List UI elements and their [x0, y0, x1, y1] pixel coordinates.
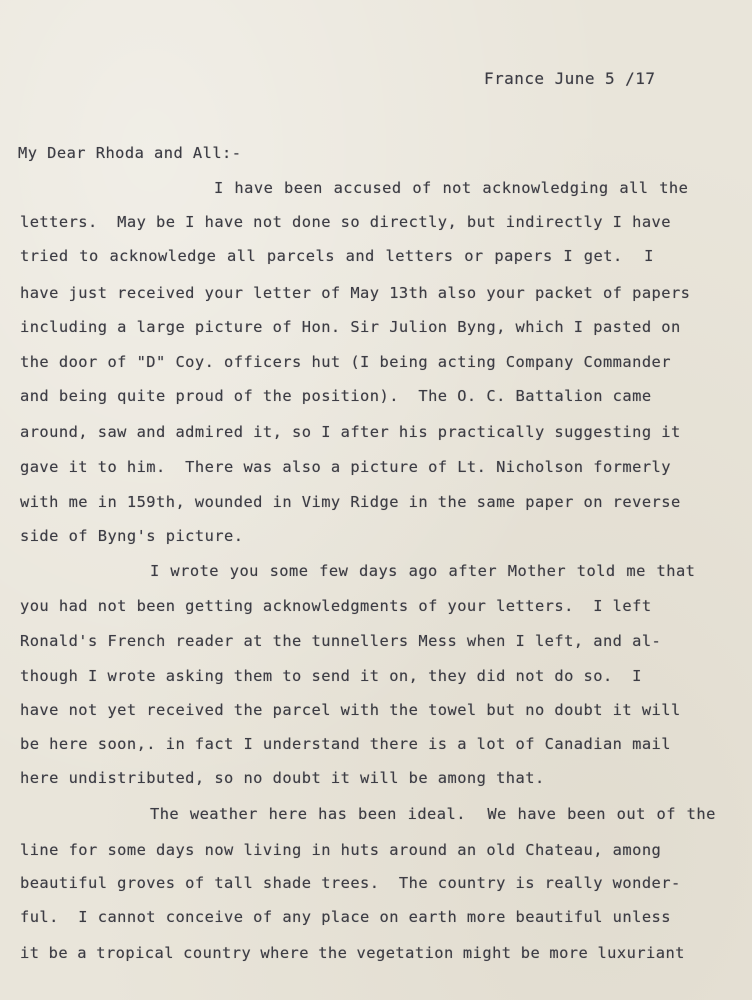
letter-date: France June 5 /17 [484, 69, 656, 88]
text-line: gave it to him. There was also a picture of Lt. Nicholson formerly [20, 458, 671, 476]
text-line: be here soon,. in fact I understand there is a lot of Canadian mail [20, 735, 671, 753]
text-line: line for some days now living in huts around an old Chateau, among [20, 841, 662, 859]
text-line: tried to acknowledge all parcels and letters or papers I get. I [20, 247, 654, 265]
text-line: I wrote you some few days ago after Mother told me that [150, 562, 696, 580]
text-line: with me in 159th, wounded in Vimy Ridge in the same paper on reverse [20, 493, 681, 511]
letter-salutation: My Dear Rhoda and All:- [18, 144, 242, 162]
text-line: including a large picture of Hon. Sir Julion Byng, which I pasted on [20, 318, 681, 336]
text-line: have not yet received the parcel with the towel but no doubt it will [20, 701, 681, 719]
text-line: have just received your letter of May 13th also your packet of papers [20, 284, 691, 302]
text-line: I have been accused of not acknowledging all the [214, 179, 689, 197]
text-line: and being quite proud of the position). The O. C. Battalion came [20, 387, 652, 405]
text-line: though I wrote asking them to send it on, they did not do so. I [20, 667, 642, 685]
text-line: beautiful groves of tall shade trees. The country is really wonder- [20, 874, 681, 892]
text-line: you had not been getting acknowledgments of your letters. I left [20, 597, 652, 615]
text-line: The weather here has been ideal. We have been out of the [150, 805, 716, 823]
text-line: it be a tropical country where the vegetation might be more luxuriant [20, 944, 685, 962]
text-line: ful. I cannot conceive of any place on earth more beautiful unless [20, 908, 671, 926]
text-line: Ronald's French reader at the tunnellers Mess when I left, and al- [20, 632, 662, 650]
text-line: letters. May be I have not done so directly, but indirectly I have [20, 213, 671, 231]
text-line: around, saw and admired it, so I after his practically suggesting it [20, 423, 681, 441]
text-line: here undistributed, so no doubt it will be among that. [20, 769, 545, 787]
text-line: the door of "D" Coy. officers hut (I being acting Company Commander [20, 353, 671, 371]
text-line: side of Byng's picture. [20, 527, 244, 545]
